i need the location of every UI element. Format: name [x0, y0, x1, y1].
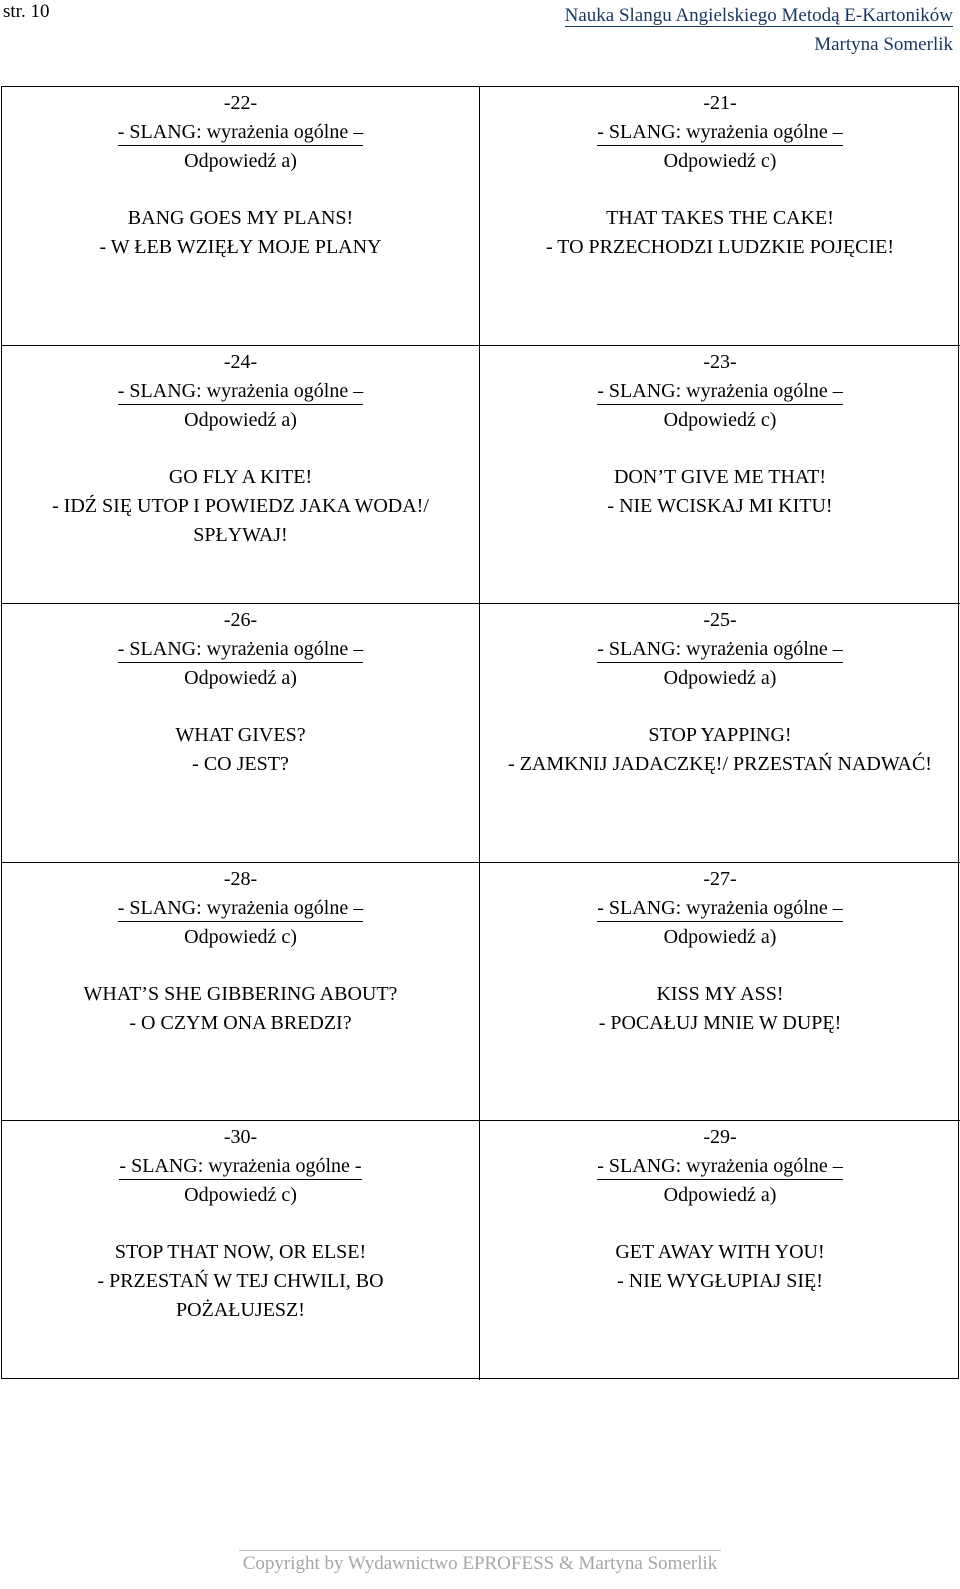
- card-answer: Odpowiedź a): [184, 667, 297, 690]
- card-number: -25-: [703, 609, 737, 632]
- card-category: - SLANG: wyrażenia ogólne –: [597, 895, 843, 922]
- card-translation: - ZAMKNIJ JADACZKĘ!/ PRZESTAŃ NADWAĆ!: [508, 753, 932, 776]
- flashcard: [2, 87, 480, 346]
- card-number: -30-: [223, 1126, 258, 1149]
- card-phrase: GET AWAY WITH YOU!: [615, 1241, 825, 1264]
- card-number: -24-: [223, 350, 258, 373]
- page-number: str. 10: [3, 1, 50, 22]
- card-translation: - PRZESTAŃ W TEJ CHWILI, BO POŻAŁUJESZ!: [97, 1270, 384, 1322]
- card-number: -22-: [223, 92, 258, 114]
- card-answer: Odpowiedź c): [663, 408, 777, 431]
- card-translation: - W ŁEB WZIĘŁY MOJE PLANY: [99, 236, 382, 258]
- card-phrase: DON’T GIVE ME THAT!: [613, 465, 826, 488]
- author-name: Martyna Somerlik: [814, 34, 953, 55]
- flashcard: [480, 604, 960, 863]
- book-title: Nauka Slangu Angielskiego Metodą E-Kartoników: [564, 5, 953, 26]
- flashcard: [480, 863, 960, 1122]
- card-phrase: THAT TAKES THE CAKE!: [606, 207, 834, 229]
- flashcard: [2, 604, 480, 863]
- card-translation: - NIE WYGŁUPIAJ SIĘ!: [617, 1270, 823, 1293]
- card-number: -28-: [223, 867, 258, 890]
- card-phrase: BANG GOES MY PLANS!: [127, 207, 354, 229]
- card-phrase: KISS MY ASS!: [656, 982, 784, 1005]
- card-translation: - TO PRZECHODZI LUDZKIE POJĘCIE!: [545, 236, 895, 258]
- card-number: -26-: [223, 609, 258, 632]
- card-answer: Odpowiedź a): [663, 1184, 777, 1207]
- card-category: - SLANG: wyrażenia ogólne –: [597, 636, 843, 663]
- card-category: - SLANG: wyrażenia ogólne –: [597, 378, 843, 405]
- card-answer: Odpowiedź a): [184, 150, 297, 172]
- card-translation: - CO JEST?: [192, 753, 289, 776]
- card-category: - SLANG: wyrażenia ogólne –: [118, 378, 364, 405]
- card-number: -29-: [703, 1126, 737, 1149]
- card-number: -27-: [703, 867, 737, 890]
- card-answer: Odpowiedź a): [663, 667, 777, 690]
- card-answer: Odpowiedź a): [184, 408, 297, 431]
- card-category: - SLANG: wyrażenia ogólne –: [118, 636, 364, 663]
- card-phrase: WHAT’S SHE GIBBERING ABOUT?: [83, 982, 398, 1005]
- flashcard: [2, 863, 480, 1122]
- card-answer: Odpowiedź c): [184, 1184, 297, 1207]
- flashcard: [2, 346, 480, 605]
- card-translation: - IDŹ SIĘ UTOP I POWIEDZ JAKA WODA!/ SPŁYWAJ!: [52, 494, 429, 546]
- card-translation: - POCAŁUJ MNIE W DUPĘ!: [598, 1011, 842, 1034]
- flashcard: [2, 1121, 480, 1380]
- card-phrase: WHAT GIVES?: [175, 724, 306, 747]
- card-category: - SLANG: wyrażenia ogólne –: [118, 119, 364, 146]
- card-phrase: GO FLY A KITE!: [168, 465, 313, 488]
- copyright-text: Copyright by Wydawnictwo EPROFESS & Martyna Somerlik: [239, 1550, 722, 1574]
- card-phrase: STOP THAT NOW, OR ELSE!: [114, 1241, 367, 1264]
- card-translation: - NIE WCISKAJ MI KITU!: [607, 494, 833, 517]
- card-answer: Odpowiedź c): [663, 150, 777, 172]
- card-category: - SLANG: wyrażenia ogólne –: [118, 895, 364, 922]
- flashcard-grid: [1, 86, 959, 1379]
- card-category: - SLANG: wyrażenia ogólne -: [119, 1153, 361, 1180]
- card-phrase: STOP YAPPING!: [648, 724, 792, 747]
- card-translation: - O CZYM ONA BREDZI?: [129, 1011, 352, 1034]
- card-number: -21-: [703, 92, 737, 114]
- card-answer: Odpowiedź c): [184, 925, 297, 948]
- flashcard: [480, 346, 960, 605]
- card-number: -23-: [703, 350, 737, 373]
- card-category: - SLANG: wyrażenia ogólne –: [597, 119, 843, 146]
- card-category: - SLANG: wyrażenia ogólne –: [597, 1153, 843, 1180]
- header-info: [565, 1, 953, 59]
- footer: [0, 1553, 960, 1575]
- flashcard: [480, 87, 960, 346]
- flashcard: [480, 1121, 960, 1380]
- card-answer: Odpowiedź a): [663, 925, 777, 948]
